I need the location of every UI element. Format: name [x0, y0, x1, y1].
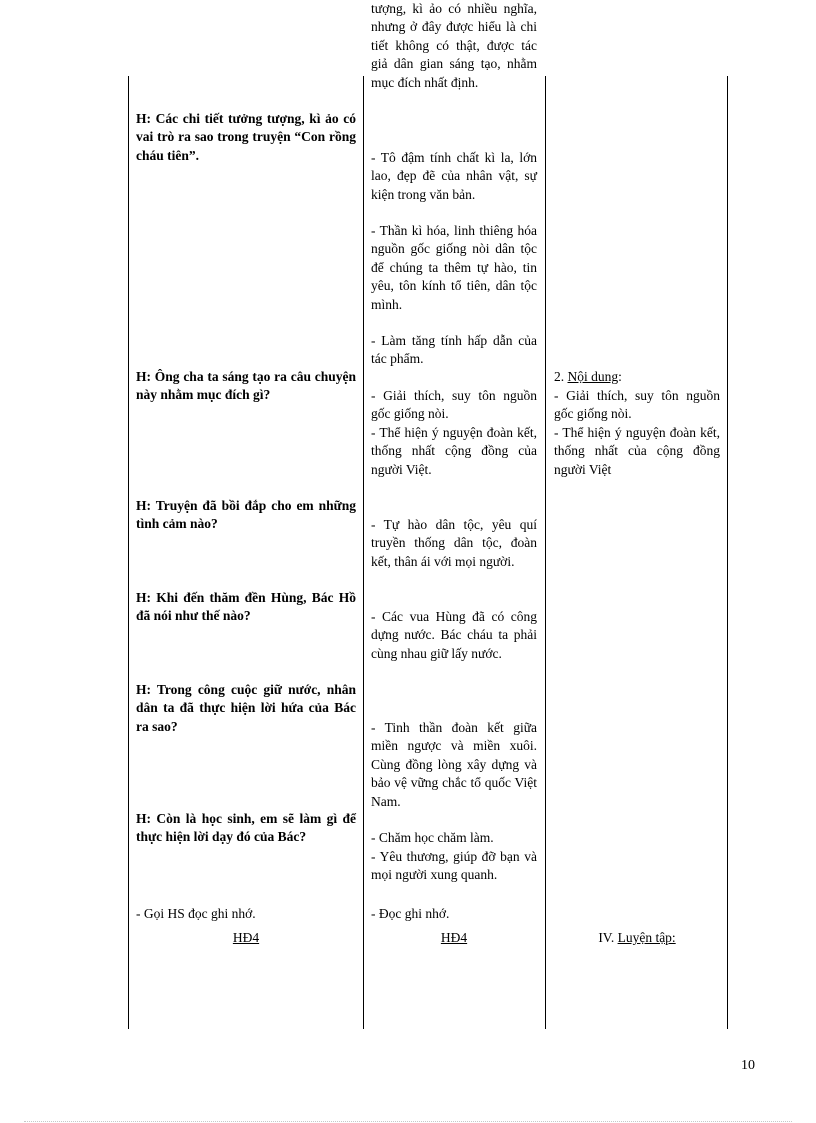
section-footer-number: IV.: [598, 930, 615, 945]
question-5: H: Trong công cuộc giữ nước, nhân dân ta đã thực hiện lời hứa của Bác ra sao?: [136, 682, 356, 734]
content-heading-label: Nội dung: [567, 369, 619, 384]
activity-label-col2: HĐ4: [440, 930, 468, 945]
question-2: H: Ông cha ta sáng tạo ra câu chuyện này nhằm mục đích gì?: [136, 369, 356, 403]
activity-label-col1: HĐ4: [232, 930, 260, 945]
content-item-2: - Thể hiện ý nguyện đoàn kết, thống nhất của cộng đồng người Việt: [554, 425, 720, 477]
table-border-right: [727, 76, 728, 1029]
answer-1-3: - Làm tăng tính hấp dẫn của tác phẩm.: [371, 333, 537, 367]
answer-4: - Các vua Hùng đã có công dựng nước. Bác cháu ta phải cùng nhau giữ lấy nước.: [371, 609, 537, 661]
table-border-left: [128, 76, 129, 1029]
table-border-col2-col3: [545, 76, 546, 1029]
page-number: 10: [741, 1058, 755, 1073]
section-footer-label: Luyện tập:: [617, 930, 676, 945]
content-heading-colon: :: [618, 369, 622, 384]
content-heading: [554, 368, 720, 386]
question-6: H: Còn là học sinh, em sẽ làm gì để thực hiện lời dạy đó của Bác?: [136, 811, 356, 845]
page-bottom-dotted-line: [24, 1121, 792, 1122]
question-1: H: Các chi tiết tưởng tượng, kì ảo có vai trò ra sao trong truyện “Con rồng cháu tiên”.: [136, 111, 356, 163]
section-footer: [554, 929, 720, 947]
content-item-1: - Giải thích, suy tôn nguồn gốc giống nòi.: [554, 388, 720, 422]
question-3: H: Truyện đã bồi đắp cho em những tình cảm nào?: [136, 498, 356, 532]
answer-2-2: - Thể hiện ý nguyện đoàn kết, thống nhất cộng đồng của người Việt.: [371, 425, 537, 477]
answer-intro: tượng, kì ảo có nhiều nghĩa, nhưng ở đây được hiểu là chi tiết không có thật, được tác giả dân gian sáng tạo, nhằm mục đích nhất định.: [371, 1, 537, 90]
answer-5: - Tinh thần đoàn kết giữa miền ngược và miền xuôi. Cùng đồng lòng xây dựng và bảo vệ vững chắc tổ quốc Việt Nam.: [371, 720, 537, 809]
question-4: H: Khi đến thăm đền Hùng, Bác Hồ đã nói như thế nào?: [136, 590, 356, 624]
answer-6-1: - Chăm học chăm làm.: [371, 830, 494, 845]
answer-2-1: - Giải thích, suy tôn nguồn gốc giống nòi.: [371, 388, 537, 422]
answer-3: - Tự hào dân tộc, yêu quí truyền thống dân tộc, đoàn kết, thân ái với mọi người.: [371, 517, 537, 569]
answer-7: - Đọc ghi nhớ.: [371, 906, 450, 921]
table-border-col1-col2: [363, 76, 364, 1029]
teacher-instruction: - Gọi HS đọc ghi nhớ.: [136, 906, 256, 921]
answer-1-1: - Tô đậm tính chất kì la, lớn lao, đẹp đẽ của nhân vật, sự kiện trong văn bản.: [371, 150, 537, 202]
content-heading-number: 2.: [554, 369, 565, 384]
answer-6-2: - Yêu thương, giúp đỡ bạn và mọi người xung quanh.: [371, 849, 537, 883]
answer-1-2: - Thần kì hóa, linh thiêng hóa nguồn gốc giống nòi dân tộc để chúng ta thêm tự hào, tin yêu, tôn kính tổ tiên, dân tộc mình.: [371, 223, 537, 312]
